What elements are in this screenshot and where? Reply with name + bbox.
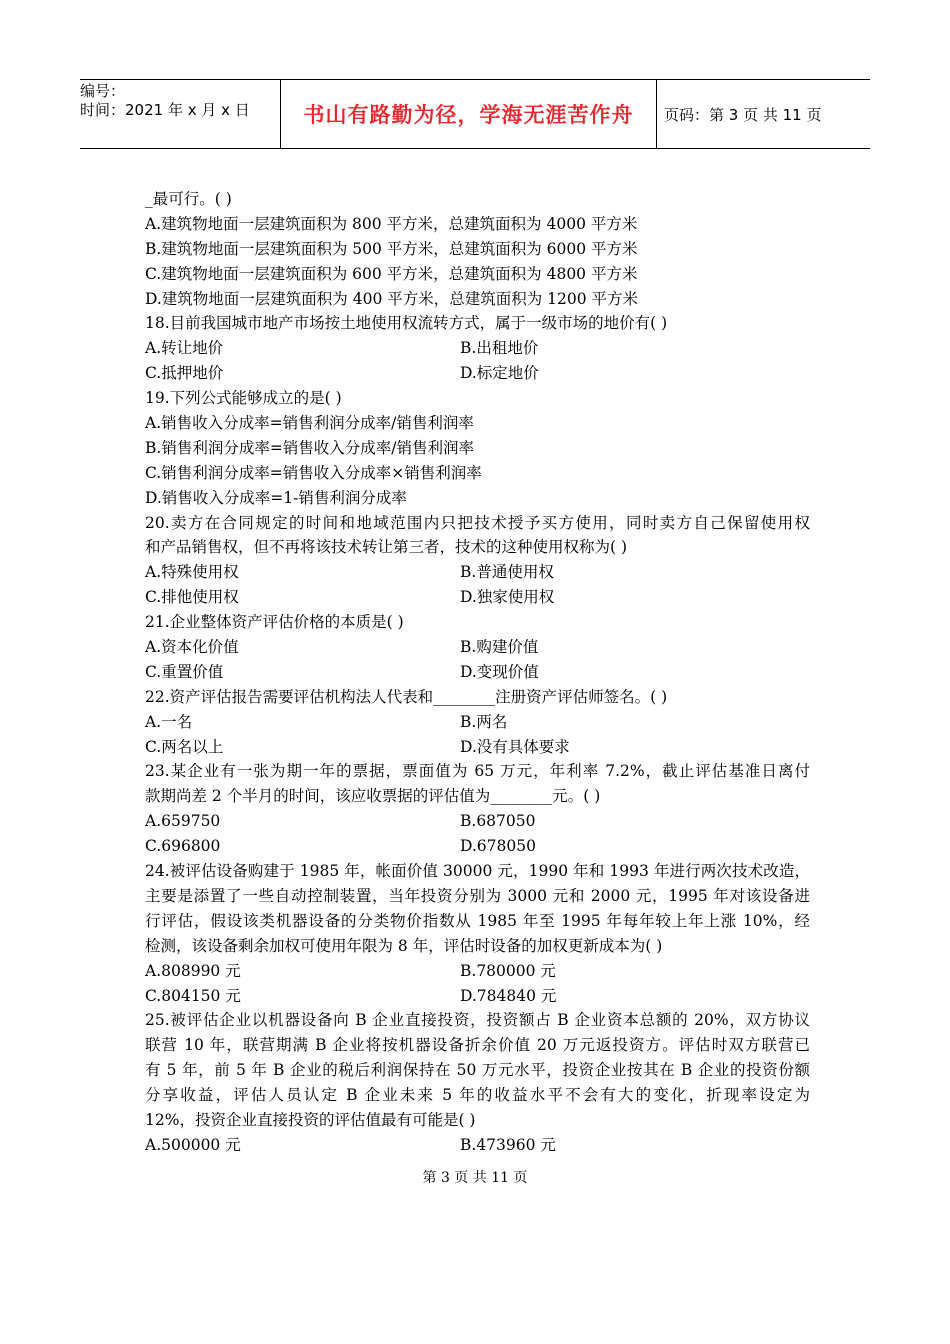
option-d: D.678050 xyxy=(460,837,536,856)
option-b: B.普通使用权 xyxy=(460,563,554,582)
options-row xyxy=(145,809,810,834)
option-a: A.一名 xyxy=(145,712,193,731)
question-24-line3: 行评估，假设该类机器设备的分类物价指数从 1985 年至 1995 年每年较上年上涨 10%，经 xyxy=(145,911,810,930)
option-d: D.独家使用权 xyxy=(460,588,555,607)
option-c: C.两名以上 xyxy=(145,737,224,756)
options-row xyxy=(145,361,810,386)
option-c: C.696800 xyxy=(145,837,221,856)
option-line: A.建筑物地面一层建筑面积为 800 平方米，总建筑面积为 4000 平方米 xyxy=(145,214,638,233)
options-row xyxy=(145,336,810,361)
question-21: 21.企业整体资产评估价格的本质是( ) xyxy=(145,613,404,632)
option-line: B.建筑物地面一层建筑面积为 500 平方米，总建筑面积为 6000 平方米 xyxy=(145,239,638,258)
option-a: A.转让地价 xyxy=(145,339,224,358)
question-25-line2: 联营 10 年，联营期满 B 企业将按机器设备折余价值 20 万元返投资方。评估时双方联营已 xyxy=(145,1036,810,1055)
option-d: D.变现价值 xyxy=(460,662,539,681)
header-meta xyxy=(80,80,280,150)
option-b: B.两名 xyxy=(460,712,508,731)
option-c: C.重置价值 xyxy=(145,662,224,681)
options-row xyxy=(145,959,810,984)
page-footer: 第 3 页 共 11 页 xyxy=(422,1170,528,1186)
header-number: 编号： xyxy=(80,82,126,100)
question-24-line2: 主要是添置了一些自动控制装置，当年投资分别为 3000 元和 2000 元，1995 年对该设备进 xyxy=(145,886,810,905)
question-24-line1: 24.被评估设备购建于 1985 年，帐面价值 30000 元，1990 年和 1993 年进行两次技术改造， xyxy=(145,862,810,881)
document-header xyxy=(80,79,870,149)
option-a: A.500000 元 xyxy=(145,1135,241,1154)
question-23-line1: 23.某企业有一张为期一年的票据，票面值为 65 万元，年利率 7.2%，截止评估基准日离付 xyxy=(145,762,810,781)
question-25-line5: 12%，投资企业直接投资的评估值最有可能是( ) xyxy=(145,1110,476,1129)
page-content xyxy=(145,187,810,1158)
options-row xyxy=(145,984,810,1009)
option-line: C.建筑物地面一层建筑面积为 600 平方米，总建筑面积为 4800 平方米 xyxy=(145,264,638,283)
header-motto: 书山有路勤为径，学海无涯苦作舟 xyxy=(280,80,657,148)
option-a: A.销售收入分成率=销售利润分成率/销售利润率 xyxy=(145,414,474,433)
text-line: _最可行。( ) xyxy=(145,190,232,208)
options-row xyxy=(145,635,810,660)
options-row xyxy=(145,834,810,859)
question-22: 22.资产评估报告需要评估机构法人代表和________注册资产评估师签名。( ) xyxy=(145,687,668,706)
option-b: B.销售利润分成率=销售收入分成率/销售利润率 xyxy=(145,438,475,457)
question-18: 18.目前我国城市地产市场按土地使用权流转方式，属于一级市场的地价有( ) xyxy=(145,314,668,333)
option-d: D.标定地价 xyxy=(460,364,539,383)
option-b: B.出租地价 xyxy=(460,339,539,358)
option-b: B.购建价值 xyxy=(460,638,539,657)
options-row xyxy=(145,585,810,610)
option-c: C.销售利润分成率=销售收入分成率×销售利润率 xyxy=(145,463,482,482)
options-row xyxy=(145,660,810,685)
option-a: A.特殊使用权 xyxy=(145,563,239,582)
option-line: D.建筑物地面一层建筑面积为 400 平方米，总建筑面积为 1200 平方米 xyxy=(145,289,639,308)
header-time: 时间：2021 年 x 月 x 日 xyxy=(80,101,250,119)
question-19: 19.下列公式能够成立的是( ) xyxy=(145,389,342,408)
question-25-line1: 25.被评估企业以机器设备向 B 企业直接投资，投资额占 B 企业资本总额的 20%，双方协议 xyxy=(145,1011,810,1030)
option-c: C.804150 元 xyxy=(145,986,241,1005)
options-row xyxy=(145,710,810,735)
option-d: D.销售收入分成率=1-销售利润分成率 xyxy=(145,488,407,507)
options-row xyxy=(145,560,810,585)
options-row xyxy=(145,1133,810,1158)
question-24-line4: 检测，该设备剩余加权可使用年限为 8 年，评估时设备的加权更新成本为( ) xyxy=(145,936,663,955)
option-b: B.473960 元 xyxy=(460,1135,556,1154)
question-23-line2: 款期尚差 2 个半月的时间，该应收票据的评估值为________元。( ) xyxy=(145,787,601,806)
question-20-line1: 20.卖方在合同规定的时间和地域范围内只把技术授予买方使用，同时卖方自己保留使用权 xyxy=(145,513,810,532)
header-page-info: 页码：第 3 页 共 11 页 xyxy=(664,105,822,124)
option-c: C.排他使用权 xyxy=(145,588,239,607)
option-b: B.687050 xyxy=(460,812,536,831)
option-d: D.784840 元 xyxy=(460,986,557,1005)
option-a: A.808990 元 xyxy=(145,961,241,980)
option-a: A.659750 xyxy=(145,812,221,831)
option-b: B.780000 元 xyxy=(460,961,556,980)
question-25-line4: 分享收益，评估人员认定 B 企业未来 5 年的收益水平不会有大的变化，折现率设定为 xyxy=(145,1086,810,1105)
option-c: C.抵押地价 xyxy=(145,364,224,383)
option-a: A.资本化价值 xyxy=(145,638,239,657)
question-20-line2: 和产品销售权，但不再将该技术转让第三者，技术的这种使用权称为( ) xyxy=(145,538,628,557)
option-d: D.没有具体要求 xyxy=(460,737,570,756)
question-25-line3: 有 5 年，前 5 年 B 企业的税后利润保持在 50 万元水平，投资企业按其在 B 企业的投资份额 xyxy=(145,1061,810,1080)
options-row xyxy=(145,735,810,760)
